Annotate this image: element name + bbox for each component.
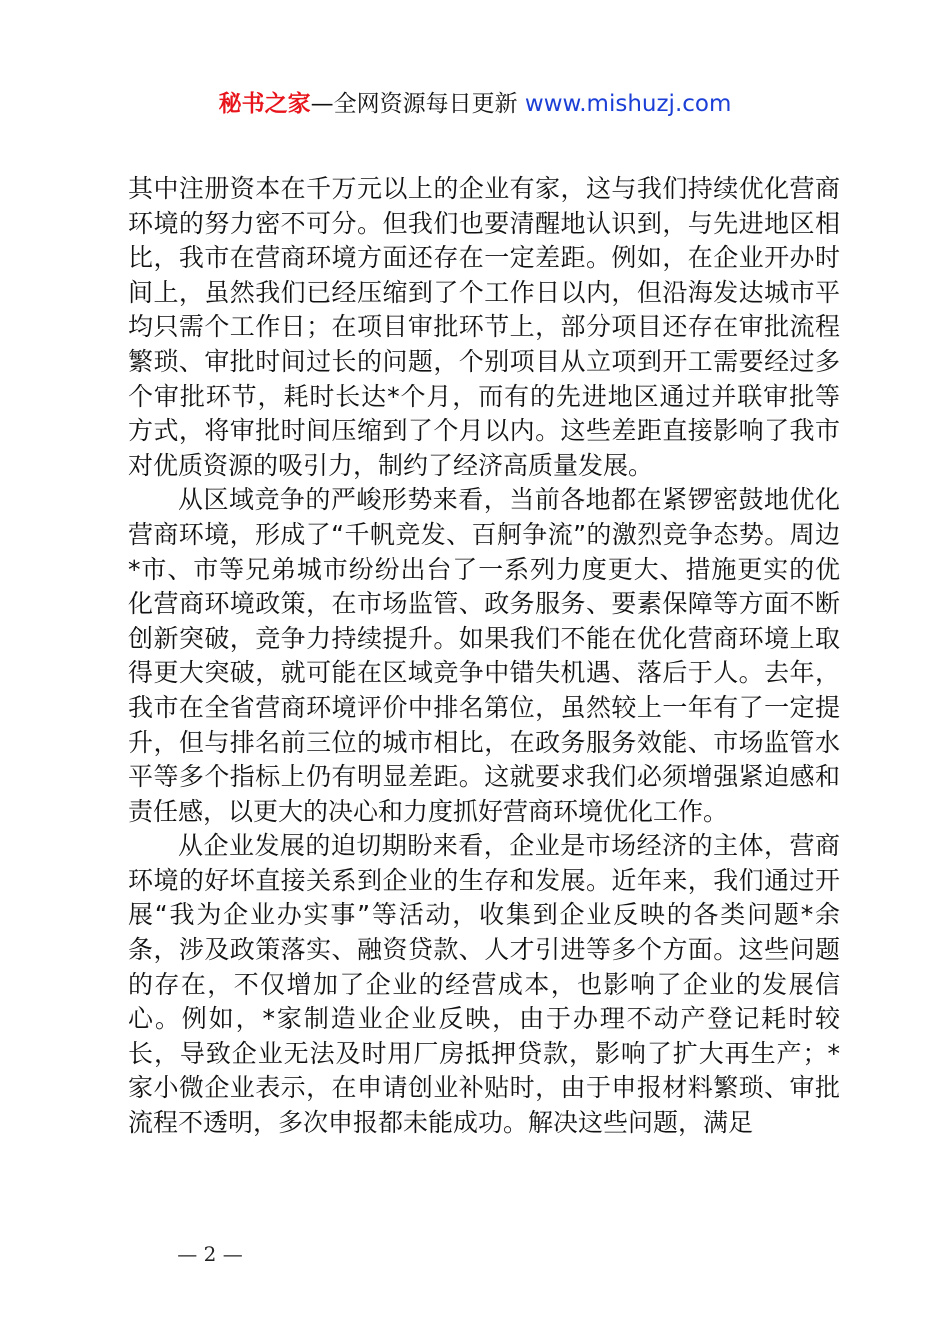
paragraph-continued: 其中注册资本在千万元以上的企业有家，这与我们持续优化营商环境的努力密不可分。但我们也要清醒地认识到，与先进地区相比，我市在营商环境方面还存在一定差距。例如，在企业开办时间上，虽然我们已经压缩到了个工作日以内，但沿海发达城市平均只需个工作日；在项目审批环节上，部分项目还存在审批流程繁琐、审批时间过长的问题，个别项目从立项到开工需要经过多个审批环节，耗时长达*个月，而有的先进地区通过并联审批等方式，将审批时间压缩到了个月以内。这些差距直接影响了我市对优质资源的吸引力，制约了经济高质量发展。	[128, 174, 840, 480]
site-url-link[interactable]: www.mishuzj.com	[524, 91, 732, 117]
site-tagline: —全网资源每日更新	[310, 91, 518, 117]
site-header	[0, 88, 950, 120]
document-body	[128, 172, 840, 1141]
page-number: — 2 —	[177, 1242, 243, 1266]
paragraph-regional-competition: 从区域竞争的严峻形势来看，当前各地都在紧锣密鼓地优化营商环境，形成了“千帆竞发、百舸争流”的激烈竞争态势。周边*市、市等兄弟城市纷纷出台了一系列力度更大、措施更实的优化营商环境政策，在市场监管、政务服务、要素保障等方面不断创新突破，竞争力持续提升。如果我们不能在优化营商环境上取得更大突破，就可能在区域竞争中错失机遇、落后于人。去年，我市在全省营商环境评价中排名第位，虽然较上一年有了一定提升，但与排名前三位的城市相比，在政务服务效能、市场监管水平等多个指标上仍有明显差距。这就要求我们必须增强紧迫感和责任感，以更大的决心和力度抓好营商环境优化工作。	[128, 485, 840, 826]
paragraph-enterprise-development: 从企业发展的迫切期盼来看，企业是市场经济的主体，营商环境的好坏直接关系到企业的生存和发展。近年来，我们通过开展“我为企业办实事”等活动，收集到企业反映的各类问题*余条，涉及政策落实、融资贷款、人才引进等多个方面。这些问题的存在，不仅增加了企业的经营成本，也影响了企业的发展信心。例如，*家制造业企业反映，由于办理不动产登记耗时较长，导致企业无法及时用厂房抵押贷款，影响了扩大再生产；*家小微企业表示，在申请创业补贴时，由于申报材料繁琐、审批流程不透明，多次申报都未能成功。解决这些问题，满足	[128, 831, 840, 1138]
site-brand: 秘书之家	[218, 91, 311, 117]
